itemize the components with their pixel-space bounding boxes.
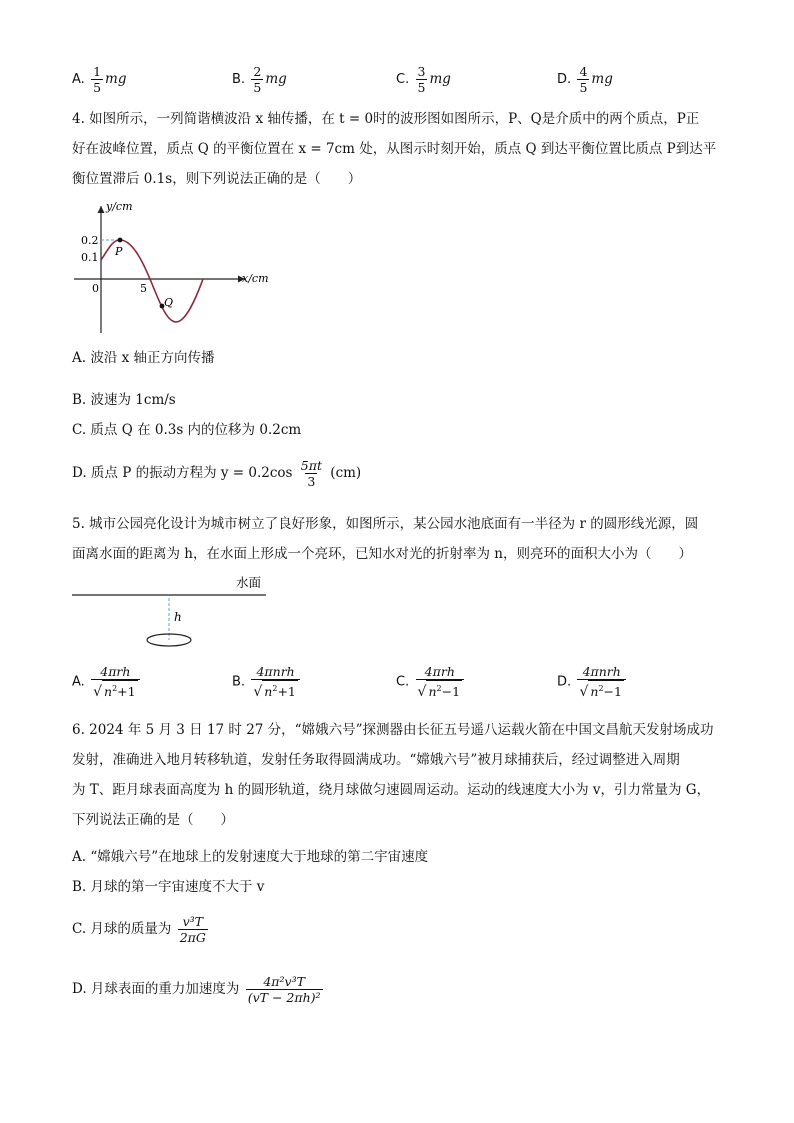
- den-op: +1: [117, 684, 136, 700]
- numerator: 1: [93, 64, 102, 79]
- fraction: [91, 664, 140, 700]
- q4-option-a[interactable]: A. 波沿 x 轴正方向传播: [72, 350, 215, 366]
- fraction: [246, 974, 323, 1005]
- denominator: 5: [93, 80, 102, 95]
- denominator: √ $n^2+1$: [91, 679, 140, 700]
- den-base: n: [590, 684, 599, 700]
- option-c-prefix: C. 月球的质量为: [72, 921, 172, 937]
- q5-option-b[interactable]: [232, 664, 302, 700]
- option-label: B.: [232, 674, 246, 690]
- numerator: 3: [417, 64, 426, 79]
- fraction: [251, 664, 300, 700]
- option-label: D.: [557, 674, 572, 690]
- q5-line-2: 面离水面的距离为 h，在水面上形成一个亮环，已知水对光的折射率为 n，则亮环的面积大小为（ ）: [72, 546, 692, 562]
- denominator: 5: [253, 80, 262, 95]
- fraction: [178, 914, 208, 945]
- denominator: √ $n^2-1$: [416, 679, 465, 700]
- option-label: B.: [232, 72, 246, 87]
- q6-stem: [72, 719, 714, 831]
- fraction: [299, 458, 324, 489]
- q5-stem: [72, 513, 698, 565]
- option-d-prefix: D. 月球表面的重力加速度为: [72, 981, 240, 997]
- q3-option-d[interactable]: [557, 64, 613, 95]
- q4-line-2: 好在波峰位置，质点 Q 的平衡位置在 x = 7cm 处，从图示时刻开始，质点 Q 到达平衡位置比质点 P到达平: [72, 141, 717, 157]
- fraction: [251, 64, 263, 95]
- pool-diagram: [70, 572, 280, 652]
- q6-line-4: 下列说法正确的是（ ）: [72, 812, 234, 828]
- fraction: [416, 664, 465, 700]
- q3-option-b[interactable]: [232, 64, 287, 95]
- q4-line-1: 4. 如图所示，一列简谐横波沿 x 轴传播，在 t = 0时的波形图如图所示，P、Q是介质中的两个质点，P正: [72, 111, 700, 127]
- x-axis-label: x/cm: [242, 272, 269, 285]
- q4-option-c[interactable]: C. 质点 Q 在 0.3s 内的位移为 0.2cm: [72, 422, 302, 438]
- q5-option-a[interactable]: [72, 664, 142, 700]
- den-base: n: [104, 684, 113, 700]
- numerator: 2: [253, 64, 262, 79]
- option-label: D.: [557, 72, 572, 87]
- fraction: [577, 64, 589, 95]
- fraction: [577, 664, 626, 700]
- option-label: C.: [396, 674, 410, 690]
- h-label: h: [174, 610, 182, 624]
- option-tail: mg: [265, 71, 287, 87]
- q6-line-3: 为 T、距月球表面高度为 h 的圆形轨道，绕月球做匀速圆周运动。运动的线速度大小为 v，引力常量为 G，: [72, 782, 711, 798]
- denominator: 5: [417, 80, 426, 95]
- q6-option-a[interactable]: A. “嫦娥六号”在地球上的发射速度大于地球的第二宇宙速度: [72, 849, 429, 865]
- numerator: v³T: [182, 914, 204, 929]
- q6-line-1: 6. 2024 年 5 月 3 日 17 时 27 分，“嫦娥六号”探测器由长征五号遥八运载火箭在中国文昌航天发射场成功: [72, 722, 714, 738]
- option-d-suffix: (cm): [330, 465, 362, 481]
- numerator: 4πrh: [100, 664, 131, 679]
- option-tail: mg: [429, 71, 451, 87]
- q4-line-3: 衡位置滞后 0.1s，则下列说法正确的是（ ）: [72, 171, 362, 187]
- numerator: 4πnrh: [256, 664, 295, 679]
- den-base: n: [428, 684, 437, 700]
- q4-stem: [72, 108, 716, 190]
- den-op: −1: [441, 684, 461, 700]
- q5-option-c[interactable]: [396, 664, 466, 700]
- tick-5: 5: [140, 282, 147, 295]
- option-label: A.: [72, 72, 85, 87]
- den-op: +1: [277, 684, 296, 700]
- option-tail: mg: [591, 71, 613, 87]
- origin-label: 0: [92, 282, 99, 295]
- fraction: [91, 64, 103, 95]
- wave-graph: [70, 198, 280, 338]
- numerator: 5πt: [300, 458, 322, 473]
- q4-option-d[interactable]: [72, 458, 361, 489]
- numerator: 4: [579, 64, 588, 79]
- q6-line-2: 发射，准确进入地月转移轨道，发射任务取得圆满成功。“嫦娥六号”被月球捕获后，经过调整进入周期: [72, 752, 680, 768]
- denominator: 5: [579, 80, 588, 95]
- point-q-label: Q: [164, 296, 174, 309]
- q6-option-d[interactable]: [72, 974, 325, 1005]
- q3-option-a[interactable]: [72, 64, 127, 95]
- q6-option-c[interactable]: [72, 914, 210, 945]
- q3-option-c[interactable]: [396, 64, 451, 95]
- option-label: C.: [396, 72, 410, 87]
- water-label: 水面: [236, 575, 262, 590]
- denominator: √ $n^2-1$: [577, 679, 626, 700]
- q5-option-d[interactable]: [557, 664, 628, 700]
- point-p-dot: [118, 238, 123, 243]
- option-d-prefix: D. 质点 P 的振动方程为 y = 0.2cos: [72, 465, 293, 481]
- option-label: A.: [72, 674, 85, 690]
- tick-0-2: 0.2: [81, 234, 99, 247]
- denominator: √ $n^2+1$: [251, 679, 300, 700]
- den-base: n: [264, 684, 273, 700]
- y-axis-label: y/cm: [106, 200, 133, 213]
- fraction: [416, 64, 428, 95]
- q6-option-b[interactable]: B. 月球的第一宇宙速度不大于 v: [72, 879, 265, 895]
- q5-line-1: 5. 城市公园亮化设计为城市树立了良好形象，如图所示，某公园水池底面有一半径为 r 的圆形线光源，圆: [72, 516, 699, 532]
- denominator: (vT − 2πh)²: [247, 990, 321, 1005]
- q4-option-b[interactable]: B. 波速为 1cm/s: [72, 392, 176, 408]
- numerator: 4πrh: [424, 664, 455, 679]
- den-op: −1: [603, 684, 622, 700]
- option-tail: mg: [105, 71, 127, 87]
- denominator: 3: [307, 474, 316, 489]
- numerator: 4π²v³T: [263, 974, 305, 989]
- tick-0-1: 0.1: [81, 251, 99, 264]
- point-p-label: P: [115, 245, 123, 258]
- denominator: 2πG: [179, 930, 206, 945]
- numerator: 4πnrh: [582, 664, 621, 679]
